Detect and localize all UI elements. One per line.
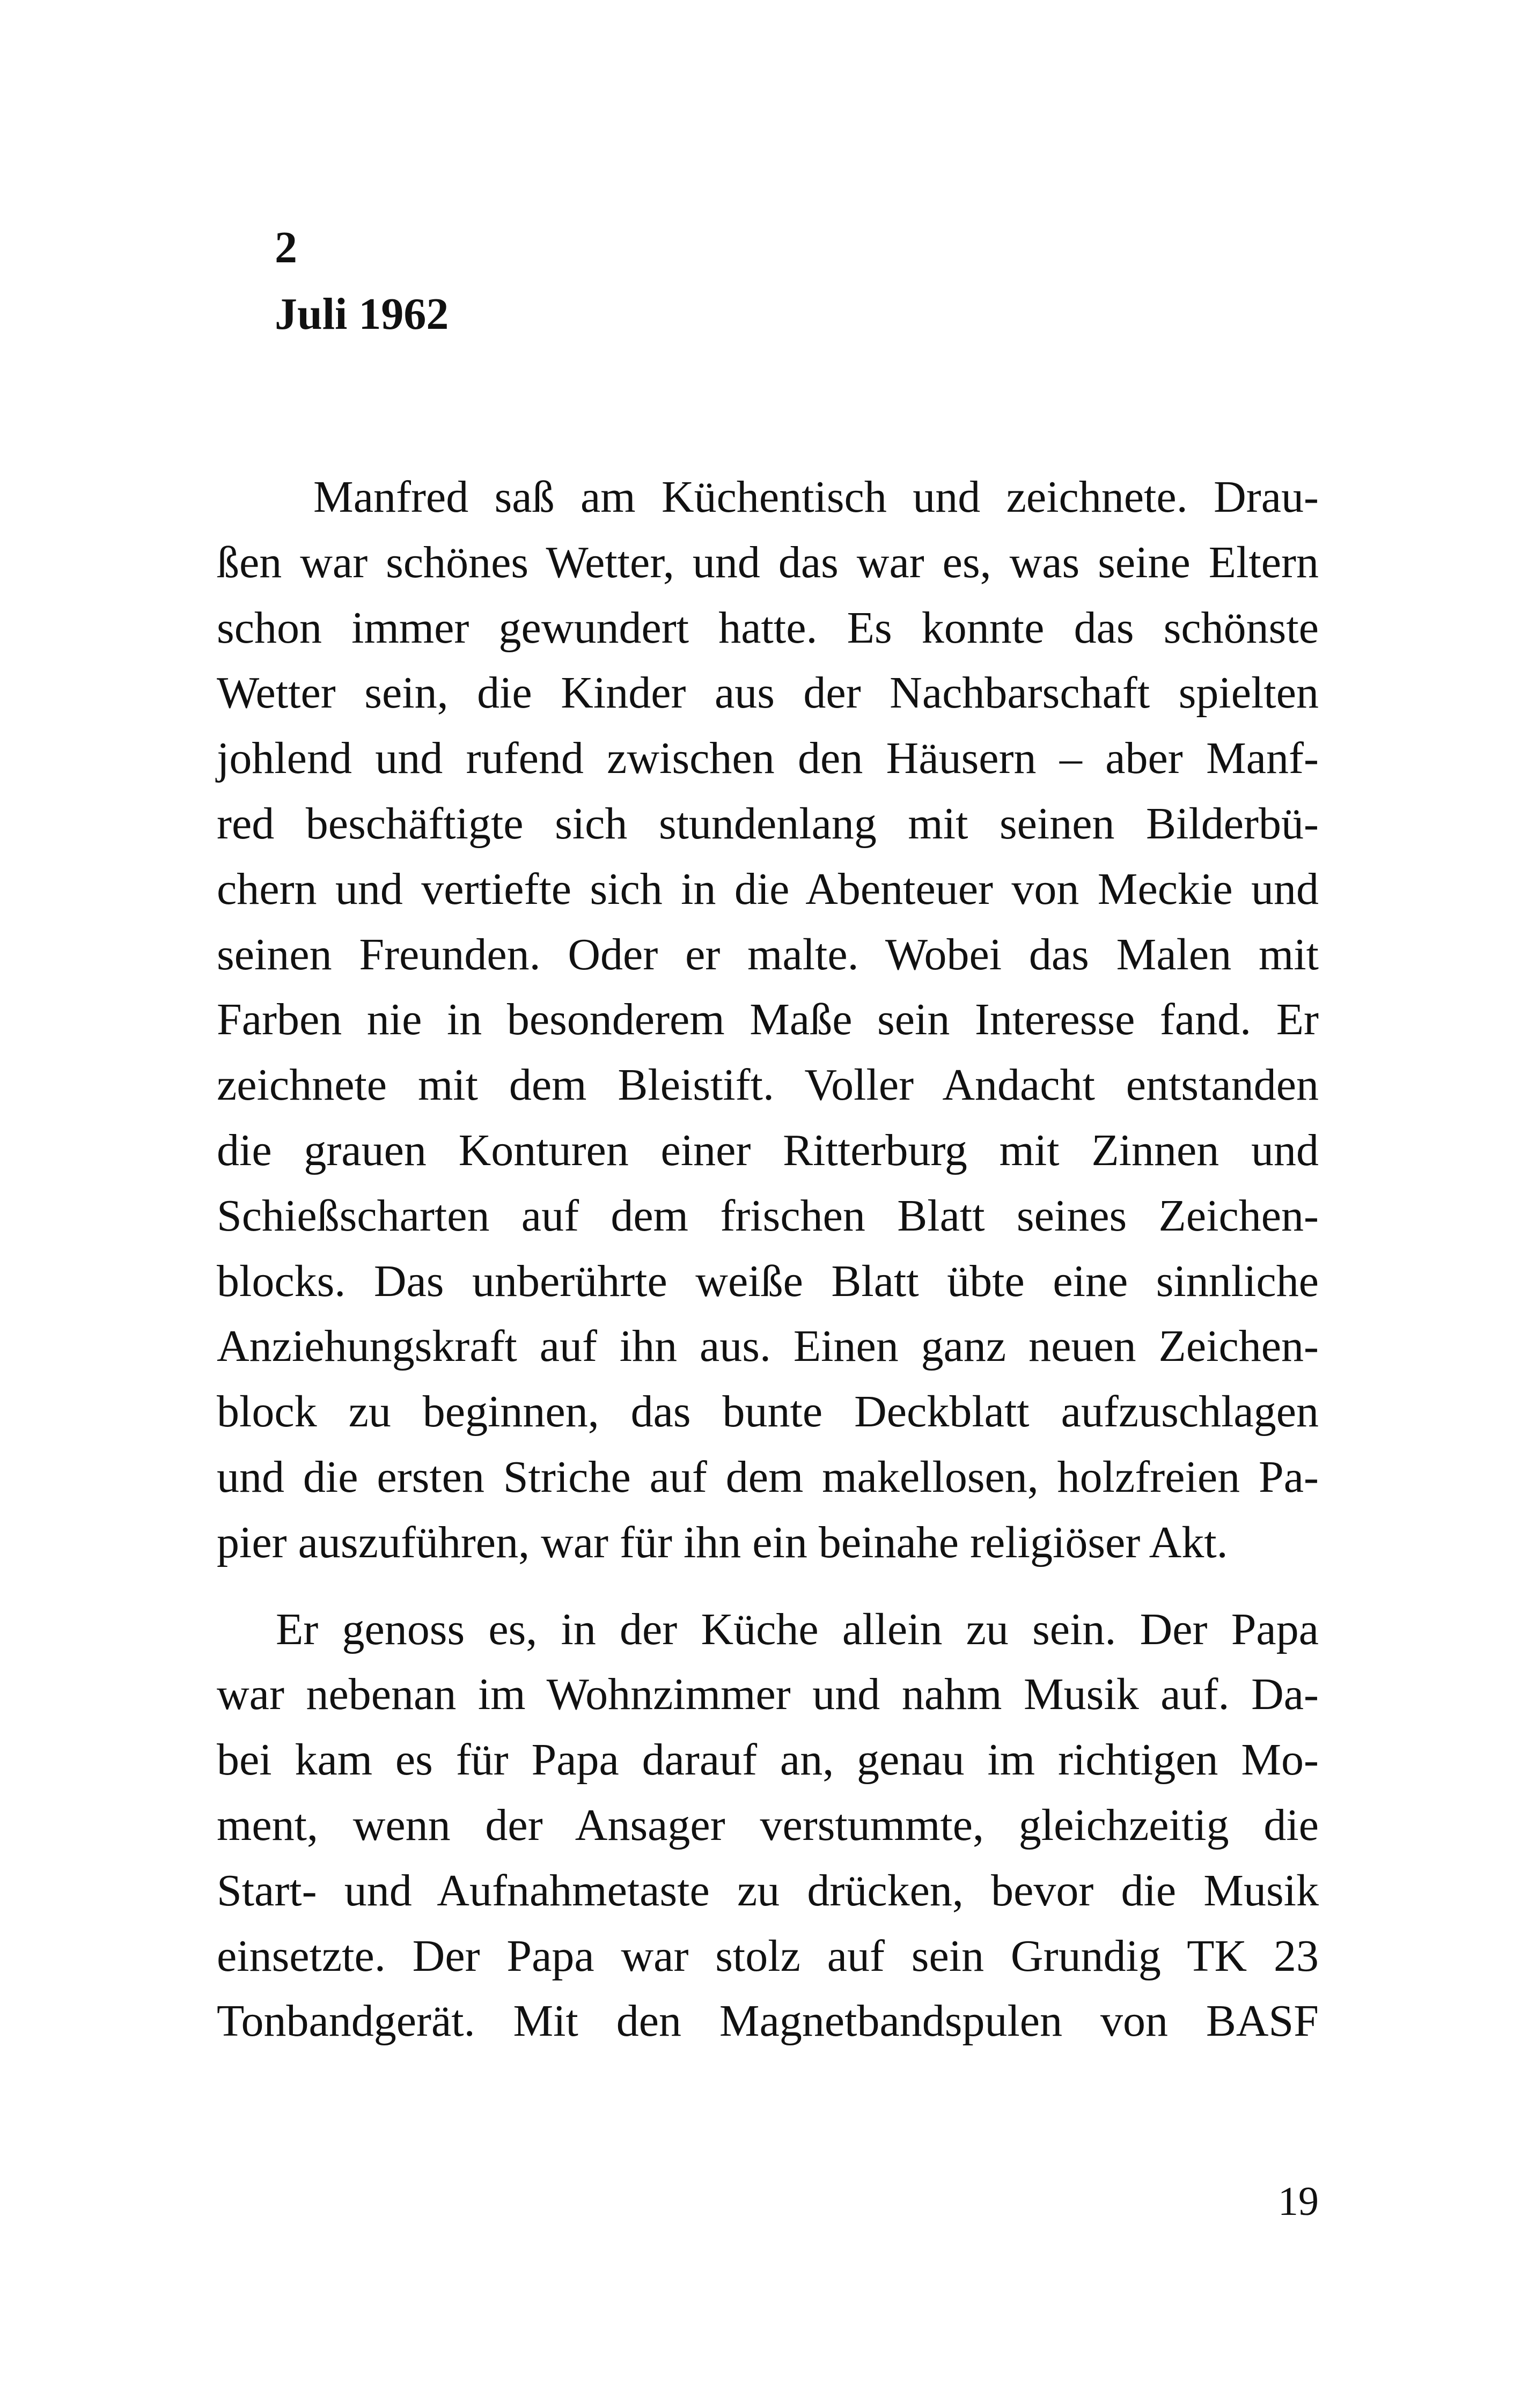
text-line: war nebenan im Wohnzimmer und nahm Musik auf. Da- bbox=[217, 1669, 1319, 1720]
text-line: red beschäftigte sich stundenlang mit seinen Bilderbü- bbox=[217, 798, 1319, 849]
chapter-date: Juli 1962 bbox=[275, 289, 449, 339]
text-line: bei kam es für Papa darauf an, genau im richtigen Mo- bbox=[217, 1735, 1319, 1785]
text-line: Wetter sein, die Kinder aus der Nachbarschaft spielten bbox=[217, 668, 1319, 718]
text-line: block zu beginnen, das bunte Deckblatt aufzuschlagen bbox=[217, 1387, 1319, 1437]
text-line: zeichnete mit dem Bleistift. Voller Andacht entstanden bbox=[217, 1060, 1319, 1110]
text-line: blocks. Das unberührte weiße Blatt übte eine sinnliche bbox=[217, 1256, 1319, 1306]
page-number: 19 bbox=[1278, 2179, 1319, 2224]
chapter-number: 2 bbox=[275, 223, 297, 273]
text-line: einsetzte. Der Papa war stolz auf sein Grundig TK 23 bbox=[217, 1931, 1319, 1981]
text-line: pier auszuführen, war für ihn ein beinahe religiöser Akt. bbox=[217, 1517, 1228, 1567]
text-line: seinen Freunden. Oder er malte. Wobei das Malen mit bbox=[217, 929, 1319, 980]
text-line: Farben nie in besonderem Maße sein Interesse fand. Er bbox=[217, 995, 1319, 1045]
text-line: chern und vertiefte sich in die Abenteuer von Meckie und bbox=[217, 864, 1319, 914]
text-line: die grauen Konturen einer Ritterburg mit Zinnen und bbox=[217, 1125, 1319, 1175]
text-line: Schießscharten auf dem frischen Blatt seines Zeichen- bbox=[217, 1190, 1319, 1241]
paragraph-spacer bbox=[217, 1575, 1319, 1597]
paragraph bbox=[217, 465, 1319, 1575]
text-line: und die ersten Striche auf dem makellosen, holzfreien Pa- bbox=[217, 1452, 1319, 1502]
text-line: Anziehungskraft auf ihn aus. Einen ganz neuen Zeichen- bbox=[217, 1321, 1319, 1372]
paragraph bbox=[217, 1597, 1319, 2054]
chapter-heading bbox=[275, 215, 1240, 348]
text-line: ßen war schönes Wetter, und das war es, was seine Eltern bbox=[217, 537, 1319, 587]
text-line: schon immer gewundert hatte. Es konnte das schönste bbox=[217, 602, 1319, 653]
text-line: Manfred saß am Küchentisch und zeichnete. Drau- bbox=[313, 472, 1319, 522]
text-line: Er genoss es, in der Küche allein zu sein. Der Papa bbox=[276, 1604, 1319, 1654]
text-line: ment, wenn der Ansager verstummte, gleichzeitig die bbox=[217, 1800, 1319, 1850]
body-text bbox=[217, 465, 1319, 2054]
text-line: Start- und Aufnahmetaste zu drücken, bevor die Musik bbox=[217, 1865, 1319, 1916]
text-line: johlend und rufend zwischen den Häusern – aber Manf- bbox=[217, 733, 1319, 784]
text-line: Tonbandgerät. Mit den Magnetbandspulen von BASF bbox=[217, 1996, 1319, 2046]
